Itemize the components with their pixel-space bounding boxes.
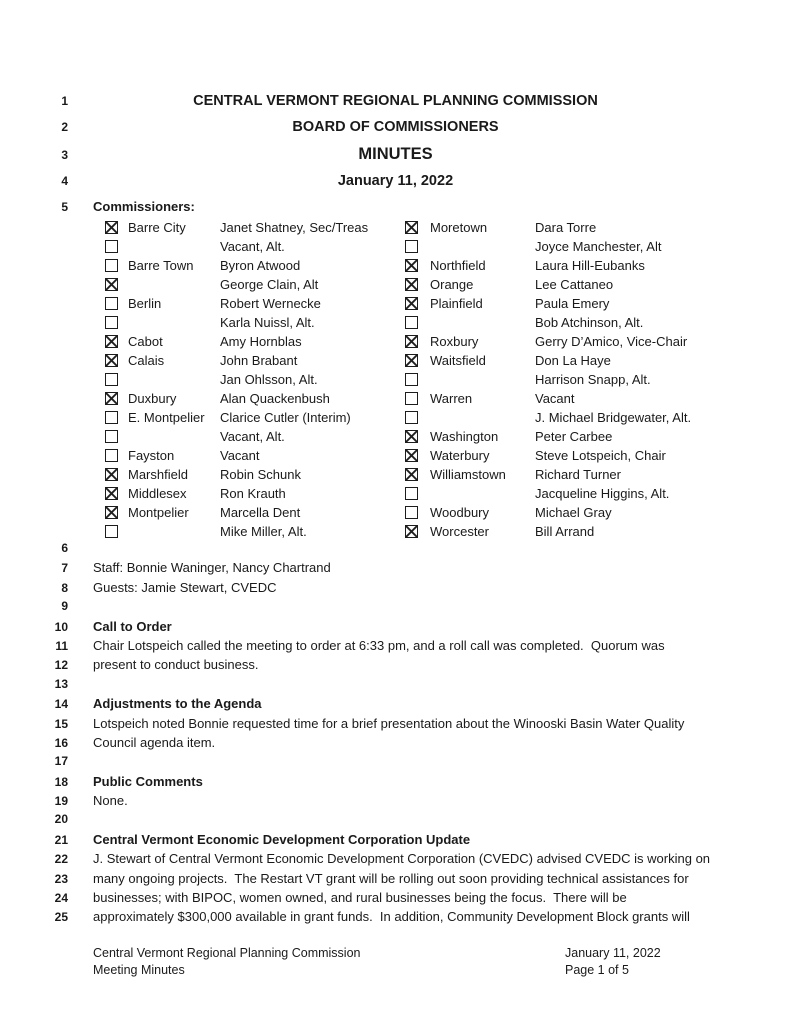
town-label: Barre City — [128, 220, 186, 235]
town-label: Calais — [128, 353, 165, 368]
member-name: Richard Turner — [535, 467, 621, 482]
line-number: 17 — [54, 754, 68, 769]
line-number: 24 — [54, 891, 68, 906]
member-name: John Brabant — [220, 353, 298, 368]
member-name: George Clain, Alt — [220, 277, 319, 292]
member-name: Robert Wernecke — [220, 296, 321, 311]
town-label: Woodbury — [430, 505, 490, 520]
attendance-checkbox — [105, 316, 118, 329]
attendance-checkbox — [105, 468, 118, 481]
member-name: J. Michael Bridgewater, Alt. — [535, 410, 692, 425]
footer-date: January 11, 2022 — [565, 946, 661, 960]
commissioner-row — [93, 218, 791, 237]
attendance-checkbox — [405, 430, 418, 443]
commissioner-row — [93, 484, 791, 503]
commissioner-row — [93, 294, 791, 313]
footer-right — [565, 945, 661, 978]
commissioner-row — [93, 370, 791, 389]
header-line-text: CENTRAL VERMONT REGIONAL PLANNING COMMISSION — [193, 93, 598, 109]
member-name: Vacant — [535, 391, 575, 406]
member-name: Ron Krauth — [220, 486, 286, 501]
header-line-text: MINUTES — [358, 145, 433, 163]
member-name: Paula Emery — [535, 296, 610, 311]
document-content — [0, 93, 791, 929]
town-label: Worcester — [430, 524, 489, 539]
footer-org: Central Vermont Regional Planning Commission — [93, 946, 361, 960]
town-label: Duxbury — [128, 391, 177, 406]
attendance-checkbox — [405, 221, 418, 234]
body-line-row — [0, 541, 791, 560]
member-name: Amy Hornblas — [220, 334, 302, 349]
line-number: 8 — [61, 580, 68, 595]
line-number: 5 — [61, 200, 68, 214]
member-name: Mike Miller, Alt. — [220, 524, 307, 539]
member-name: Laura Hill-Eubanks — [535, 258, 645, 273]
header-line-text: January 11, 2022 — [337, 173, 454, 189]
attendance-checkbox — [105, 506, 118, 519]
body-line-text: Call to Order — [93, 618, 172, 634]
header-line-row — [0, 145, 791, 173]
town-label: Moretown — [430, 220, 488, 235]
body-line-row — [0, 696, 791, 715]
town-label: Barre Town — [128, 258, 194, 273]
line-number: 7 — [61, 561, 68, 576]
town-label: Waterbury — [430, 448, 490, 463]
member-name: Byron Atwood — [220, 258, 301, 273]
body-line-text: approximately $300,000 available in grant funds. In addition, Community Development Block grants will — [93, 909, 690, 925]
attendance-checkbox — [405, 316, 418, 329]
commissioner-row — [93, 256, 791, 275]
commissioner-row — [93, 446, 791, 465]
member-name: Lee Cattaneo — [535, 277, 614, 292]
town-label: E. Montpelier — [128, 410, 205, 425]
attendance-checkbox — [105, 259, 118, 272]
header-line-text: BOARD OF COMMISSIONERS — [292, 119, 499, 135]
attendance-checkbox — [405, 506, 418, 519]
commissioner-row — [93, 427, 791, 446]
attendance-checkbox — [105, 278, 118, 291]
attendance-checkbox — [105, 354, 118, 367]
document-body — [0, 541, 791, 929]
member-name: Gerry D’Amico, Vice-Chair — [535, 334, 688, 349]
line-number: 19 — [54, 794, 68, 809]
member-name: Jan Ohlsson, Alt. — [220, 372, 318, 387]
commissioner-row — [93, 389, 791, 408]
member-name: Michael Gray — [535, 505, 612, 520]
attendance-checkbox — [405, 354, 418, 367]
town-label: Marshfield — [128, 467, 188, 482]
town-label: Fayston — [128, 448, 175, 463]
member-name: Vacant, Alt. — [220, 239, 285, 254]
body-line-row — [0, 754, 791, 773]
body-line-row — [0, 580, 791, 599]
attendance-checkbox — [405, 297, 418, 310]
commissioner-row — [93, 465, 791, 484]
attendance-checkbox — [105, 449, 118, 462]
body-line-row — [0, 871, 791, 890]
line-number: 4 — [61, 174, 68, 188]
header-line-row — [0, 173, 791, 199]
header-line-row — [0, 93, 791, 119]
line-number: 12 — [54, 658, 68, 673]
line-number: 20 — [54, 812, 68, 827]
body-line-row — [0, 793, 791, 812]
document-header — [0, 93, 791, 199]
line-number: 25 — [54, 910, 68, 925]
member-name: Vacant, Alt. — [220, 429, 285, 444]
body-line-row — [0, 909, 791, 928]
attendance-checkbox — [405, 335, 418, 348]
member-name: Marcella Dent — [220, 505, 301, 520]
town-label: Northfield — [430, 258, 486, 273]
line-number: 16 — [54, 735, 68, 750]
line-number: 9 — [61, 599, 68, 614]
body-line-text: present to conduct business. — [93, 657, 259, 673]
member-name: Vacant — [220, 448, 260, 463]
attendance-checkbox — [105, 392, 118, 405]
line-number: 1 — [61, 94, 68, 108]
commissioner-row — [93, 351, 791, 370]
commissioner-row — [93, 313, 791, 332]
commissioners-heading-row — [0, 199, 791, 218]
body-line-text: Guests: Jamie Stewart, CVEDC — [93, 579, 277, 595]
attendance-checkbox — [405, 240, 418, 253]
member-name: Peter Carbee — [535, 429, 613, 444]
body-line-row — [0, 560, 791, 579]
attendance-checkbox — [105, 240, 118, 253]
member-name: Alan Quackenbush — [220, 391, 330, 406]
attendance-checkbox — [405, 487, 418, 500]
attendance-checkbox — [405, 468, 418, 481]
town-label: Middlesex — [128, 486, 187, 501]
town-label: Williamstown — [430, 467, 506, 482]
line-number: 23 — [54, 871, 68, 886]
line-number: 13 — [54, 676, 68, 691]
member-name: Steve Lotspeich, Chair — [535, 448, 666, 463]
attendance-checkbox — [405, 259, 418, 272]
town-label: Roxbury — [430, 334, 479, 349]
line-number: 15 — [54, 716, 68, 731]
attendance-checkbox — [105, 373, 118, 386]
line-number: 3 — [61, 148, 68, 162]
town-label: Cabot — [128, 334, 163, 349]
body-line-text: None. — [93, 793, 128, 809]
member-name: Karla Nuissl, Alt. — [220, 315, 315, 330]
body-line-text: many ongoing projects. The Restart VT grant will be rolling out soon providing technical assistances for — [93, 870, 689, 886]
attendance-checkbox — [105, 221, 118, 234]
commissioner-row — [93, 275, 791, 294]
body-line-text: Adjustments to the Agenda — [93, 696, 262, 712]
commissioner-row — [93, 503, 791, 522]
body-line-row — [0, 890, 791, 909]
attendance-checkbox — [105, 335, 118, 348]
town-label: Washington — [430, 429, 499, 444]
commissioner-row — [93, 237, 791, 256]
commissioners-heading: Commissioners: — [93, 199, 195, 214]
attendance-checkbox — [405, 278, 418, 291]
body-line-text: businesses; with BIPOC, women owned, and rural businesses being the focus. There will be — [93, 890, 627, 906]
body-line-row — [0, 657, 791, 676]
body-line-text: J. Stewart of Central Vermont Economic Development Corporation (CVEDC) advised CVEDC is working on — [93, 851, 711, 867]
body-line-text: Chair Lotspeich called the meeting to order at 6:33 pm, and a roll call was completed. Quorum was — [93, 637, 665, 653]
body-line-row — [0, 677, 791, 696]
footer-page-number: Page 1 of 5 — [565, 962, 629, 977]
town-label: Waitsfield — [430, 353, 486, 368]
member-name: Robin Schunk — [220, 467, 301, 482]
attendance-checkbox — [105, 411, 118, 424]
attendance-checkbox — [105, 525, 118, 538]
page-footer — [93, 945, 733, 978]
body-line-row — [0, 832, 791, 851]
attendance-checkbox — [405, 392, 418, 405]
body-line-row — [0, 812, 791, 831]
member-name: Harrison Snapp, Alt. — [535, 372, 651, 387]
attendance-checkbox — [105, 487, 118, 500]
member-name: Bill Arrand — [535, 524, 595, 539]
town-label: Plainfield — [430, 296, 483, 311]
member-name: Joyce Manchester, Alt — [535, 239, 662, 254]
attendance-checkbox — [405, 525, 418, 538]
body-line-row — [0, 716, 791, 735]
body-line-row — [0, 774, 791, 793]
commissioner-row — [93, 522, 791, 541]
town-label: Orange — [430, 277, 474, 292]
footer-doc-type: Meeting Minutes — [93, 962, 185, 977]
attendance-checkbox — [405, 373, 418, 386]
attendance-checkbox — [105, 430, 118, 443]
line-number: 21 — [54, 832, 68, 847]
town-label: Berlin — [128, 296, 162, 311]
body-line-text: Lotspeich noted Bonnie requested time for a brief presentation about the Winooski Basin Water Quality — [93, 715, 685, 731]
body-line-text: Council agenda item. — [93, 734, 216, 750]
line-number: 6 — [61, 541, 68, 555]
line-number: 14 — [54, 697, 68, 712]
body-line-row — [0, 619, 791, 638]
commissioner-row — [93, 408, 791, 427]
body-line-row — [0, 638, 791, 657]
town-label: Warren — [430, 391, 473, 406]
member-name: Dara Torre — [535, 220, 597, 235]
attendance-checkbox — [405, 411, 418, 424]
body-line-row — [0, 851, 791, 870]
line-number: 22 — [54, 852, 68, 867]
body-line-text: Public Comments — [93, 773, 203, 789]
member-name: Don La Haye — [535, 353, 611, 368]
member-name: Bob Atchinson, Alt. — [535, 315, 644, 330]
body-line-text: Central Vermont Economic Development Corporation Update — [93, 831, 471, 847]
body-line-text: Staff: Bonnie Waninger, Nancy Chartrand — [93, 560, 331, 576]
town-label: Montpelier — [128, 505, 189, 520]
line-number: 10 — [54, 619, 68, 634]
line-number: 18 — [54, 774, 68, 789]
attendance-checkbox — [105, 297, 118, 310]
member-name: Jacqueline Higgins, Alt. — [535, 486, 670, 501]
line-number: 2 — [61, 120, 68, 134]
member-name: Clarice Cutler (Interim) — [220, 410, 351, 425]
header-line-row — [0, 119, 791, 145]
commissioner-row — [93, 332, 791, 351]
commissioners-roster — [0, 218, 791, 541]
body-line-row — [0, 735, 791, 754]
body-line-row — [0, 599, 791, 618]
line-number: 11 — [55, 638, 68, 653]
member-name: Janet Shatney, Sec/Treas — [220, 220, 369, 235]
attendance-checkbox — [405, 449, 418, 462]
